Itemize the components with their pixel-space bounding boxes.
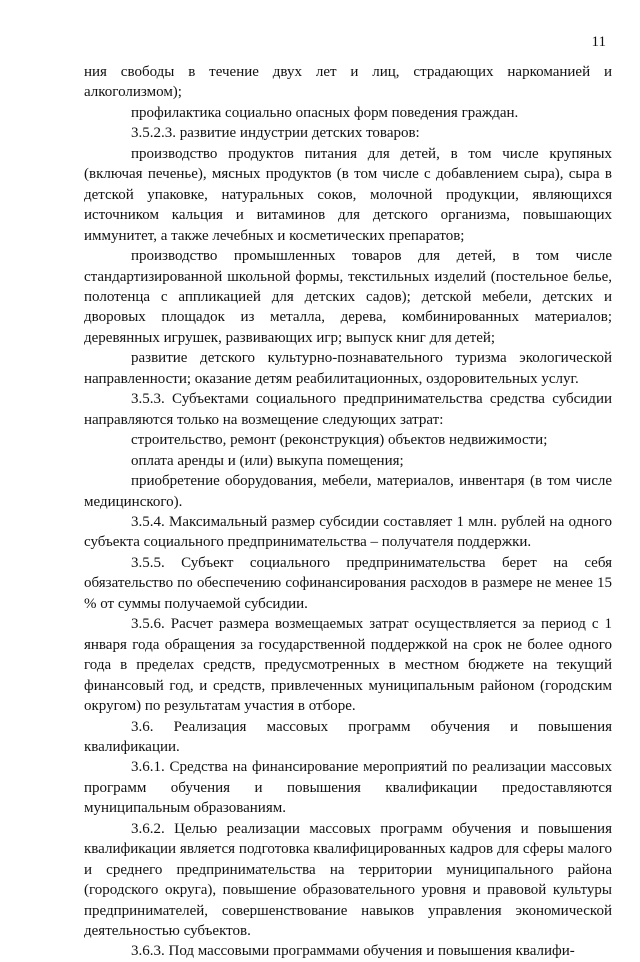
paragraph: строительство, ремонт (реконструкция) объектов недвижимости; (131, 432, 548, 449)
paragraph: 3.5.4. Максимальный размер субсидии составляет 1 млн. рублей на одного субъекта социального предпринимательства – получателя поддержки. (84, 513, 612, 551)
paragraph: профилактика социально опасных форм поведения граждан. (131, 104, 519, 121)
paragraph: 3.5.6. Расчет размера возмещаемых затрат осуществляется за период с 1 января года обращения за государственной поддержкой на срок не более одного года в пределах средств, предусмотренных в местном бюджете на текущий финансовый год, и средств, привлеченных муниципальным районом (городским округом) по результатам участия в отборе. (84, 616, 612, 715)
paragraph: производство продуктов питания для детей, в том числе крупяных (включая печенье), мясных продуктов (в том числе с добавлением сыра), сыра в детской упаковке, натуральных соков, молочной продукции, являющихся источником кальция и витаминов для детского организма, повышающих иммунитет, а также лечебных и косметических препаратов; (84, 145, 612, 244)
paragraph: 3.6.1. Средства на финансирование мероприятий по реализации массовых программ обучения и повышения квалификации предоставляются муниципальным образованиям. (84, 759, 612, 817)
paragraph: 3.6.2. Целью реализации массовых программ обучения и повышения квалификации является подготовка квалифицированных кадров для сферы малого и среднего предпринимательства на территории муниципального района (городского округа), повышение образовательного уровня и правовой культуры предпринимателей, совершенствование навыков управления экономической деятельностью субъектов. (84, 820, 612, 940)
paragraph: ния свободы в течение двух лет и лиц, страдающих наркоманией и алкоголизмом); (84, 64, 612, 101)
document-body (84, 62, 612, 962)
paragraph: приобретение оборудования, мебели, материалов, инвентаря (в том числе медицинского). (84, 473, 612, 510)
page-number: 11 (591, 34, 606, 50)
paragraph: 3.5.2.3. развитие индустрии детских товаров: (131, 125, 420, 142)
paragraph: производство промышленных товаров для детей, в том числе стандартизированной школьной формы, текстильных изделий (постельное белье, полотенца с аппликацией для детских садов); детской мебели, детских и дворовых площадок из металла, дерева, комбинированных материалов; деревянных игрушек, развивающих игр; выпуск книг для детей; (84, 248, 612, 346)
paragraph: развитие детского культурно-познавательного туризма экологической направленности; оказание детям реабилитационных, оздоровительных услуг. (84, 350, 612, 387)
paragraph: 3.6. Реализация массовых программ обучения и повышения квалификации. (84, 718, 612, 755)
paragraph: 3.5.5. Субъект социального предпринимательства берет на себя обязательство по обеспечению софинансирования расходов в размере не менее 15 % от суммы получаемой субсидии. (84, 554, 612, 612)
paragraph: 3.5.3. Субъектами социального предпринимательства средства субсидии направляются только на возмещение следующих затрат: (84, 391, 612, 428)
paragraph: оплата аренды и (или) выкупа помещения; (131, 452, 404, 469)
paragraph: 3.6.3. Под массовыми программами обучения и повышения квалифи- (131, 943, 575, 960)
